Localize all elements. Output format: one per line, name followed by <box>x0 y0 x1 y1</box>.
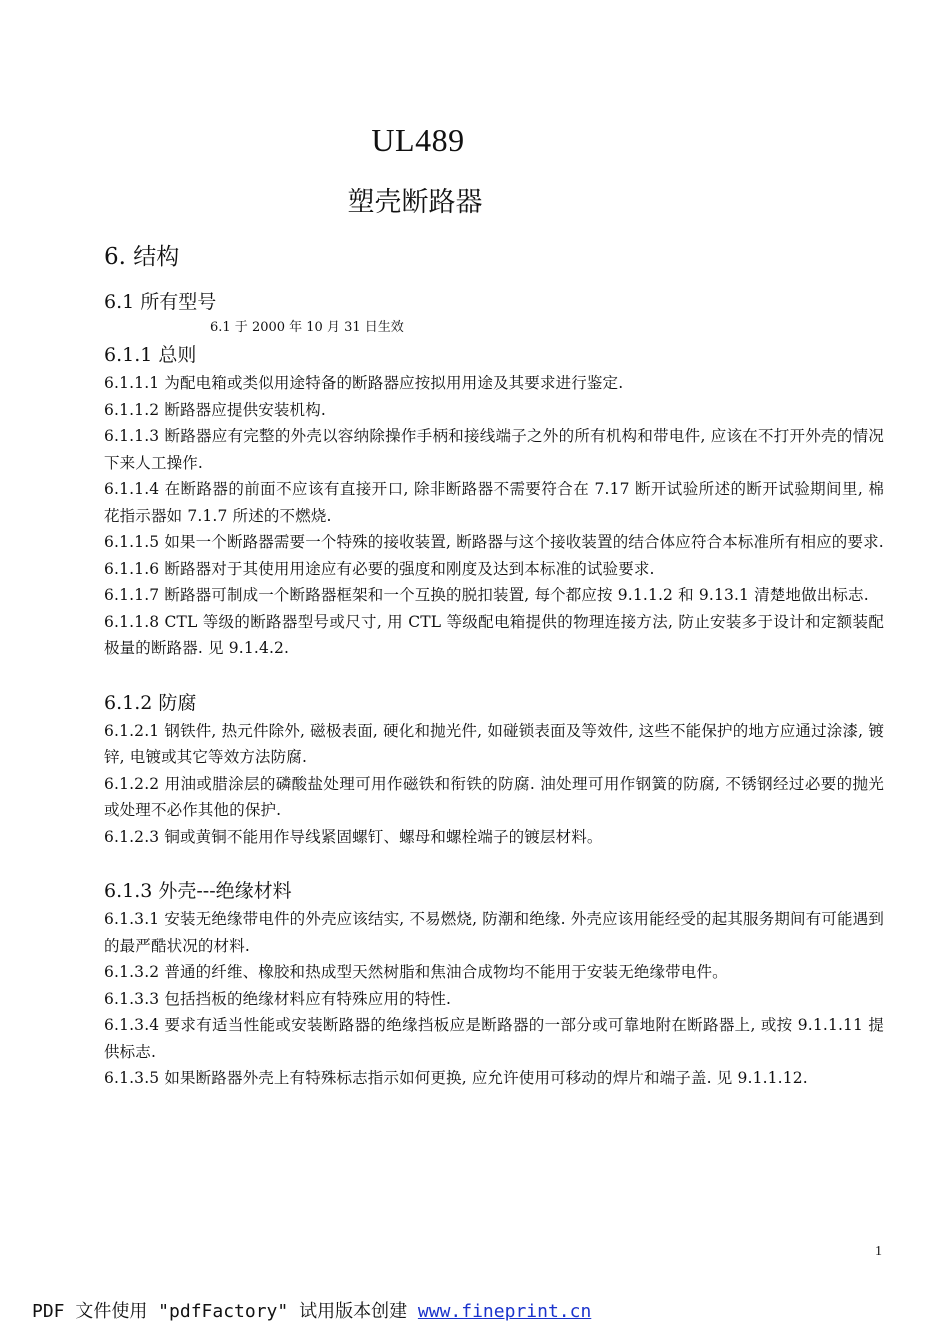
subsection-heading: 6.1 所有型号 <box>104 291 217 313</box>
clause-paragraph: 6.1.1.1 为配电箱或类似用途特备的断路器应按拟用用途及其要求进行鉴定. <box>104 374 624 392</box>
clause-paragraph: 6.1.1.3 断路器应有完整的外壳以容纳除操作手柄和接线端子之外的所有机构和带电件, 应该在不打开外壳的情况下来人工操作. <box>104 427 884 472</box>
effective-date-note: 6.1 于 2000 年 10 月 31 日生效 <box>210 320 404 335</box>
document-title: UL489 <box>371 122 465 158</box>
section-heading: 6. 结构 <box>104 244 180 270</box>
clause-paragraph: 6.1.1.4 在断路器的前面不应该有直接开口, 除非断路器不需要符合在 7.17 断开试验所述的断开试验期间里, 棉花指示器如 7.1.7 所述的不燃烧. <box>104 480 884 525</box>
clause-paragraph: 6.1.1.5 如果一个断路器需要一个特殊的接收装置, 断路器与这个接收装置的结合体应符合本标准所有相应的要求. <box>104 533 884 551</box>
clause-paragraph: 6.1.3.3 包括挡板的绝缘材料应有特殊应用的特性. <box>104 989 452 1008</box>
clause-paragraph: 6.1.3.2 普通的纤维、橡胶和热成型天然树脂和焦油合成物均不能用于安装无绝缘带电件。 <box>104 963 728 981</box>
clause-paragraph: 6.1.1.2 断路器应提供安装机构. <box>104 400 326 419</box>
subsection-heading: 6.1.2 防腐 <box>104 691 197 714</box>
pdf-footer <box>32 1297 591 1323</box>
page-number: 1 <box>875 1244 882 1259</box>
subsection-heading: 6.1.3 外壳---绝缘材料 <box>104 880 292 902</box>
clause-paragraph: 6.1.1.7 断路器可制成一个断路器框架和一个互换的脱扣装置, 每个都应按 9.1.1.2 和 9.13.1 清楚地做出标志. <box>104 586 869 604</box>
document-body <box>104 240 884 1092</box>
clause-paragraph: 6.1.2.2 用油或腊涂层的磷酸盐处理可用作磁铁和衔铁的防腐. 油处理可用作钢簧的防腐, 不锈钢经过必要的抛光或处理不必作其他的保护. <box>104 774 884 819</box>
clause-paragraph: 6.1.2.3 铜或黄铜不能用作导线紧固螺钉、螺母和螺栓端子的镀层材料。 <box>104 827 603 846</box>
clause-paragraph: 6.1.3.4 要求有适当性能或安装断路器的绝缘挡板应是断路器的一部分或可靠地附在断路器上, 或按 9.1.1.11 提供标志. <box>104 1016 884 1061</box>
clause-paragraph: 6.1.1.6 断路器对于其使用用途应有必要的强度和刚度及达到本标准的试验要求. <box>104 559 655 578</box>
clause-paragraph: 6.1.1.8 CTL 等级的断路器型号或尺寸, 用 CTL 等级配电箱提供的物理连接方法, 防止安装多于设计和定额装配极量的断路器. 见 9.1.4.2. <box>104 612 884 657</box>
subsection-heading: 6.1.1 总则 <box>104 344 197 366</box>
clause-paragraph: 6.1.3.5 如果断路器外壳上有特殊标志指示如何更换, 应允许使用可移动的焊片和端子盖. 见 9.1.1.12. <box>104 1069 808 1087</box>
footer-text: PDF 文件使用 "pdfFactory" 试用版本创建 <box>32 1301 418 1322</box>
spacer <box>104 662 884 688</box>
document-subtitle: 塑壳断路器 <box>347 187 483 218</box>
footer-link[interactable]: www.fineprint.cn <box>417 1301 592 1322</box>
clause-paragraph: 6.1.2.1 钢铁件, 热元件除外, 磁极表面, 硬化和抛光件, 如碰锁表面及等效件, 这些不能保护的地方应通过涂漆, 镀锌, 电镀或其它等效方法防腐. <box>104 721 884 766</box>
spacer <box>104 850 884 876</box>
clause-paragraph: 6.1.3.1 安装无绝缘带电件的外壳应该结实, 不易燃烧, 防潮和绝缘. 外壳应该用能经受的起其服务期间有可能遇到的最严酷状况的材料. <box>104 910 884 955</box>
